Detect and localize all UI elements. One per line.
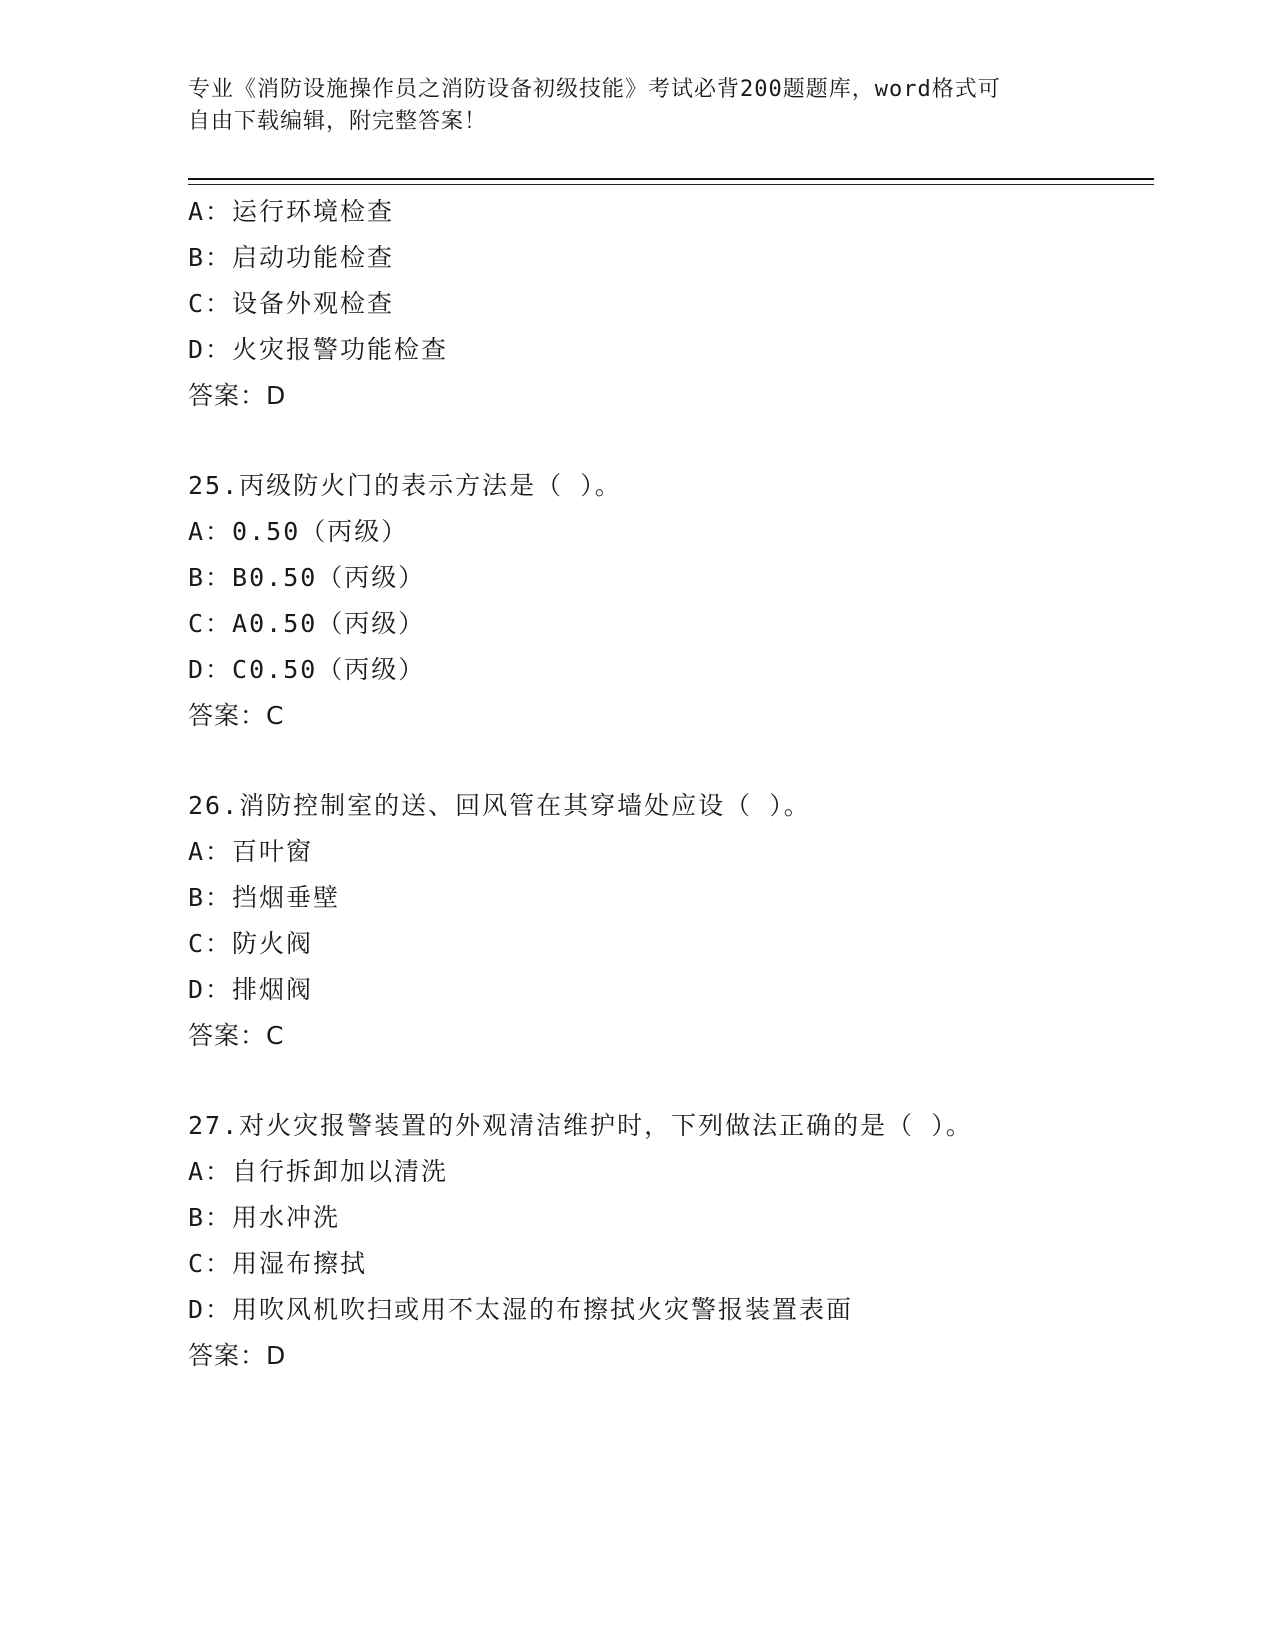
option-a: A：百叶窗 <box>188 837 314 866</box>
option-c: C：防火阀 <box>188 929 314 958</box>
option-b: B：B0.50（丙级） <box>188 563 426 592</box>
option-c: C：用湿布擦拭 <box>188 1249 368 1278</box>
question-stem: 25.丙级防火门的表示方法是（ ）。 <box>188 471 622 500</box>
answer: 答案：D <box>188 1341 287 1370</box>
header-rule-thick <box>188 178 1154 180</box>
answer: 答案：D <box>188 381 287 410</box>
option-a: A：0.50（丙级） <box>188 517 409 546</box>
option-b: B：启动功能检查 <box>188 243 395 272</box>
spacer <box>188 739 1154 783</box>
header-rule-thin <box>188 184 1154 185</box>
answer: 答案：C <box>188 701 285 730</box>
spacer <box>188 1059 1154 1103</box>
question-26 <box>188 783 1154 1059</box>
question-27 <box>188 1103 1154 1379</box>
question-25 <box>188 463 1154 739</box>
spacer <box>188 419 1154 463</box>
header-line-1: 专业《消防设施操作员之消防设备初级技能》考试必背200题题库，word格式可 <box>188 77 1001 102</box>
document-header <box>188 74 1068 138</box>
option-d: D：C0.50（丙级） <box>188 655 426 684</box>
option-a: A：自行拆卸加以清洗 <box>188 1157 449 1186</box>
option-c: C：设备外观检查 <box>188 289 395 318</box>
question-stem: 27.对火灾报警装置的外观清洁维护时，下列做法正确的是（ ）。 <box>188 1111 973 1140</box>
header-line-2: 自由下载编辑，附完整答案！ <box>188 109 488 134</box>
option-a: A：运行环境检查 <box>188 197 395 226</box>
answer: 答案：C <box>188 1021 285 1050</box>
option-d: D：火灾报警功能检查 <box>188 335 449 364</box>
question-stem: 26.消防控制室的送、回风管在其穿墙处应设（ ）。 <box>188 791 811 820</box>
option-d: D：用吹风机吹扫或用不太湿的布擦拭火灾警报装置表面 <box>188 1295 854 1324</box>
option-b: B：用水冲洗 <box>188 1203 341 1232</box>
option-b: B：挡烟垂壁 <box>188 883 341 912</box>
option-d: D：排烟阀 <box>188 975 314 1004</box>
question-list <box>188 189 1154 1379</box>
option-c: C：A0.50（丙级） <box>188 609 426 638</box>
question-24-continued <box>188 189 1154 419</box>
